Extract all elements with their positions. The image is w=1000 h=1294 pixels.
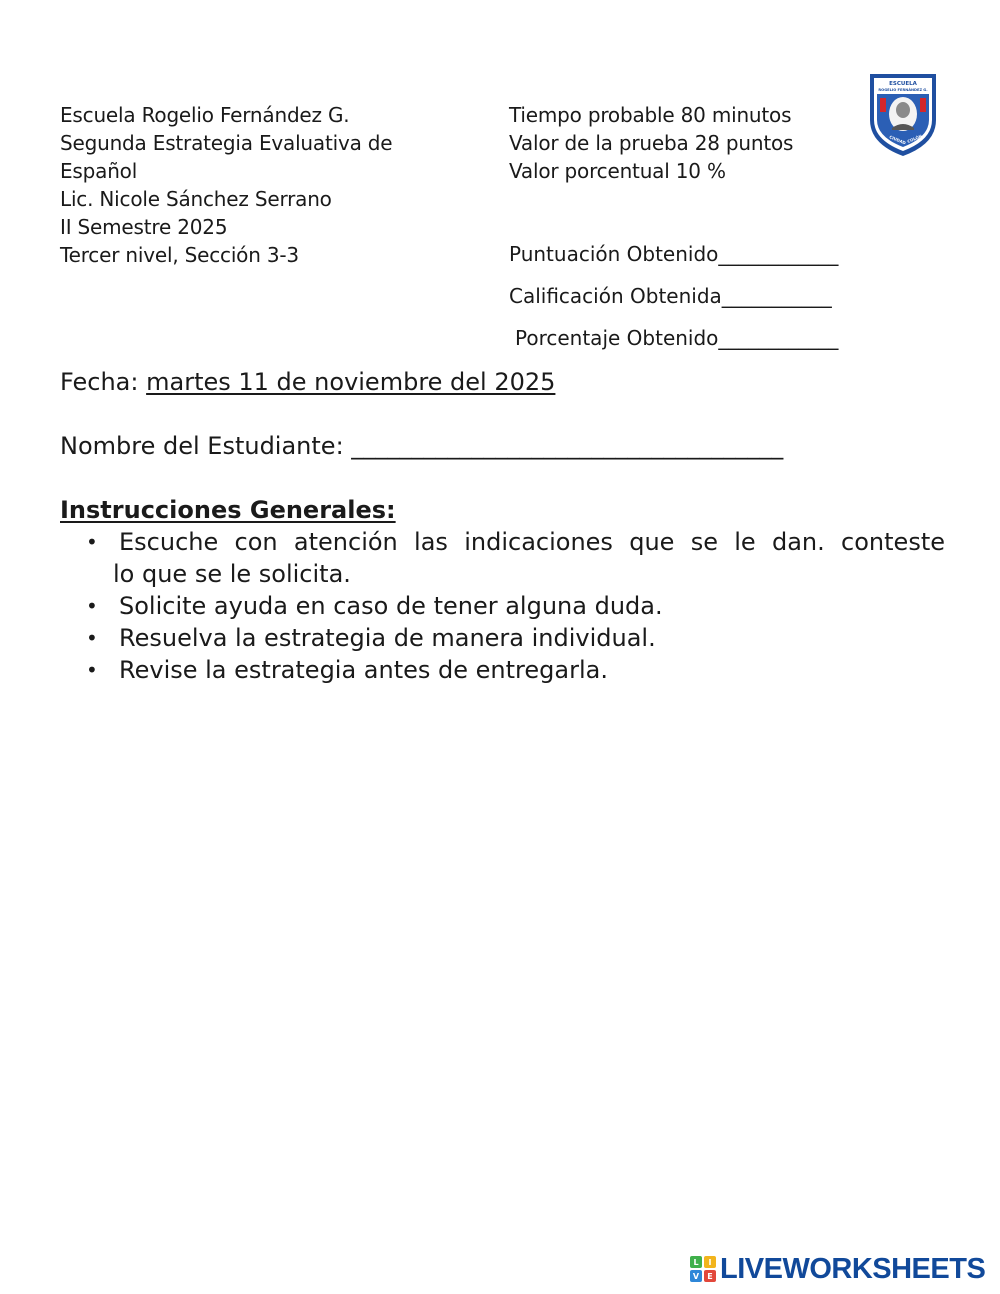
logo-name-text: ROGELIO FERNÁNDEZ G. <box>878 88 928 92</box>
percentage-obtained-label: Porcentaje Obtenido <box>515 326 719 350</box>
instructions-list <box>86 526 945 686</box>
grade-obtained-line <box>509 284 832 308</box>
liveworksheets-logo[interactable] <box>690 1252 985 1286</box>
instructions-title: Instrucciones Generales: <box>60 496 396 524</box>
date-label: Fecha: <box>60 368 139 396</box>
bullet-icon: • <box>86 658 98 682</box>
school-crest-icon <box>866 70 940 158</box>
header-right <box>509 101 793 185</box>
score-obtained-blank[interactable]: ____________ <box>718 242 839 266</box>
block-l: L <box>690 1256 702 1268</box>
block-v: V <box>690 1270 702 1282</box>
instructions-section <box>60 496 945 686</box>
instruction-item-continuation: lo que se le solicita. <box>113 560 351 588</box>
logo-bottom-right: COLÓN <box>906 133 923 144</box>
percentage-obtained-blank[interactable]: ____________ <box>718 326 839 350</box>
score-obtained-label: Puntuación Obtenido <box>509 242 719 266</box>
bullet-icon: • <box>86 530 98 554</box>
percentage-value: Valor porcentual 10 % <box>509 159 726 183</box>
block-i: I <box>704 1256 716 1268</box>
block-e: E <box>704 1270 716 1282</box>
school-name: Escuela Rogelio Fernández G. <box>60 103 350 127</box>
school-logo <box>866 70 940 158</box>
grade-obtained-label: Calificación Obtenida <box>509 284 722 308</box>
level-section: Tercer nivel, Sección 3-3 <box>60 243 299 267</box>
liveworksheets-blocks-icon <box>690 1256 716 1282</box>
grade-obtained-blank[interactable]: ___________ <box>721 284 832 308</box>
logo-bottom-left: CIUDAD <box>888 134 907 146</box>
instruction-item: • Solicite ayuda en caso de tener alguna duda. <box>86 592 663 620</box>
bullet-icon: • <box>86 594 98 618</box>
instruction-item: • Escuche con atención las indicaciones que se le dan. conteste <box>86 528 945 556</box>
liveworksheets-text: LIVEWORKSHEETS <box>720 1252 986 1285</box>
student-name-blank[interactable]: ____________________________________ <box>351 432 784 460</box>
student-name-line <box>60 432 783 460</box>
bullet-icon: • <box>86 626 98 650</box>
date-value: martes 11 de noviembre del 2025 <box>146 368 556 396</box>
teacher-name: Lic. Nicole Sánchez Serrano <box>60 187 332 211</box>
score-obtained-line <box>509 242 838 266</box>
header-left <box>60 101 392 269</box>
test-value: Valor de la prueba 28 puntos <box>509 131 794 155</box>
instruction-item: • Resuelva la estrategia de manera individual. <box>86 624 656 652</box>
percentage-obtained-line <box>515 326 838 350</box>
subject: Español <box>60 159 138 183</box>
logo-top-text: ESCUELA <box>889 81 917 87</box>
semester: II Semestre 2025 <box>60 215 228 239</box>
evaluation-title: Segunda Estrategia Evaluativa de <box>60 131 393 155</box>
instruction-item: • Revise la estrategia antes de entregarla. <box>86 656 608 684</box>
student-name-label: Nombre del Estudiante: <box>60 432 344 460</box>
probable-time: Tiempo probable 80 minutos <box>509 103 792 127</box>
date-line <box>60 368 555 396</box>
